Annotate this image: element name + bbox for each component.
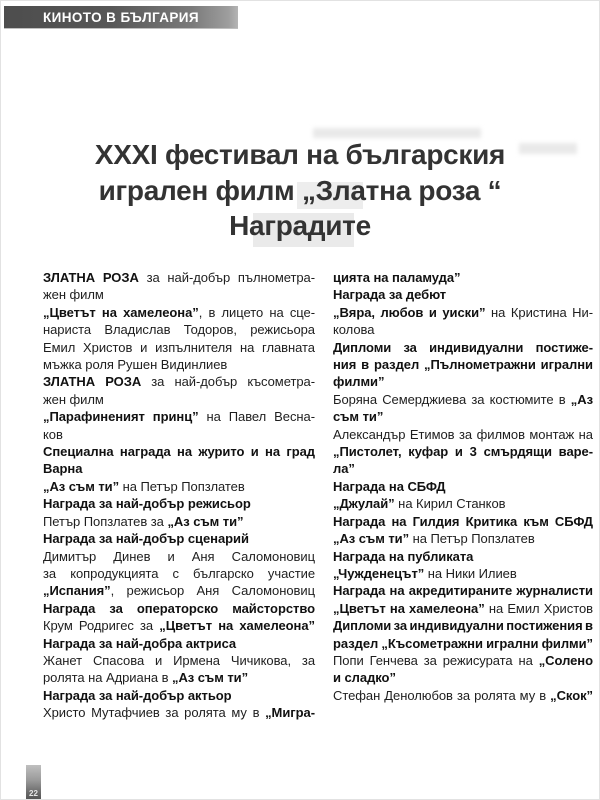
bold-text-segment: съм ти” xyxy=(333,409,384,425)
text-segment: Попи Генчева за режисурата на xyxy=(333,652,539,668)
text-segment: жен филм xyxy=(43,287,104,303)
text-line xyxy=(333,669,593,686)
text-line xyxy=(333,617,593,634)
text-segment: , в лицето на сце- xyxy=(198,304,315,320)
text-line xyxy=(333,565,593,582)
text-segment: Крум Родригес за xyxy=(43,618,160,634)
text-line xyxy=(43,356,315,373)
text-line xyxy=(43,548,315,565)
bold-text-segment: „Джулай” xyxy=(333,496,395,512)
bold-text-segment: Награда за операторско майсторство xyxy=(43,600,315,616)
text-line xyxy=(43,600,315,617)
text-line xyxy=(333,373,593,390)
bold-text-segment: „Цветът на хамелеона” xyxy=(159,618,315,634)
bold-text-segment: „Аз съм ти” xyxy=(43,478,120,494)
text-line xyxy=(333,391,593,408)
text-line xyxy=(333,582,593,599)
text-line xyxy=(333,339,593,356)
bold-text-segment: Дипломи за индивидуални постижения в xyxy=(333,618,593,634)
text-line xyxy=(43,513,315,530)
bold-text-segment: „Мигра- xyxy=(265,705,315,721)
text-line xyxy=(333,460,593,477)
text-segment: на Кирил Станков xyxy=(394,496,506,512)
text-line xyxy=(333,495,593,512)
bold-text-segment: ЗЛАТНА РОЗА xyxy=(43,270,139,285)
text-segment: нариста Владислав Тодоров, режисьора xyxy=(43,322,315,338)
text-segment: , режисьор Аня Саломоновиц xyxy=(110,583,315,599)
bold-text-segment: цията на паламуда” xyxy=(333,270,461,285)
text-line xyxy=(43,669,315,686)
text-line xyxy=(43,652,315,669)
text-line xyxy=(333,408,593,425)
text-segment: на Петър Попзлатев xyxy=(119,478,245,494)
text-segment: Александър Етимов за филмов монтаж на xyxy=(333,426,593,442)
awards-column-right xyxy=(333,269,593,704)
text-segment: Димитър Динев и Аня Саломоновиц xyxy=(43,548,315,564)
bold-text-segment: Награда за дебют xyxy=(333,287,447,303)
text-segment: Емил Христов и изпълнителя на главната xyxy=(43,339,315,355)
text-line xyxy=(333,269,593,286)
text-line xyxy=(333,600,593,617)
text-line xyxy=(43,443,315,460)
text-line xyxy=(43,391,315,408)
bold-text-segment: „Чужденецът” xyxy=(333,565,425,581)
text-segment: за копродукцията с българско участие xyxy=(43,565,315,581)
text-line xyxy=(333,286,593,303)
text-segment: Петър Попзлатев за xyxy=(43,513,168,529)
article-title-line2: игрален филм „Златна роза “ xyxy=(98,174,502,206)
section-header-label: КИНОТО В БЪЛГАРИЯ xyxy=(42,9,200,25)
article-title-line1: XXXI фестивал на българския xyxy=(94,139,506,170)
bold-text-segment: ла” xyxy=(333,461,355,477)
text-segment: ков xyxy=(43,426,63,442)
text-line xyxy=(333,513,593,530)
text-line xyxy=(43,460,315,477)
bold-text-segment: Награда на СБФД xyxy=(333,478,446,494)
text-line xyxy=(333,548,593,565)
text-segment: за най-добър късометра- xyxy=(141,374,315,390)
bold-text-segment: Награда за най-добър сценарий xyxy=(43,531,249,547)
text-line xyxy=(333,426,593,443)
text-line xyxy=(43,495,315,512)
bold-text-segment: „Скок” xyxy=(550,687,593,703)
text-line xyxy=(43,269,315,286)
text-segment: Боряна Семерджиева за костюмите в xyxy=(333,391,571,407)
text-segment: Христо Мутафчиев за ролята му в xyxy=(43,705,266,721)
awards-column-left xyxy=(43,269,315,722)
text-segment: на Кристина Ни- xyxy=(485,304,593,320)
text-line xyxy=(43,704,315,721)
page-number: 22 xyxy=(29,789,38,798)
bold-text-segment: ЗЛАТНА РОЗА xyxy=(43,374,142,390)
text-line xyxy=(333,687,593,704)
bold-text-segment: „Аз съм ти” xyxy=(172,670,249,686)
text-line xyxy=(43,635,315,652)
bold-text-segment: Специална награда на журито и на град xyxy=(43,444,315,460)
text-segment: жен филм xyxy=(43,391,104,407)
text-line xyxy=(43,478,315,495)
text-line xyxy=(43,304,315,321)
article-title-line3: Наградите xyxy=(229,210,371,241)
text-segment: Стефан Денолюбов за ролята му в xyxy=(333,687,551,703)
bold-text-segment: „Цветът на хамелеона” xyxy=(333,600,485,616)
bold-text-segment: „Пистолет, куфар и 3 смърдящи варе- xyxy=(333,444,593,460)
page-number-tab xyxy=(26,765,41,799)
bold-text-segment: „Аз xyxy=(570,391,593,407)
text-line xyxy=(43,617,315,634)
bold-text-segment: Награда на акредитираните журналисти xyxy=(333,583,593,599)
text-line xyxy=(43,286,315,303)
bold-text-segment: раздел „Късометражни игрални филми” xyxy=(333,635,593,651)
bold-text-segment: ния в раздел „Пълнометражни игрални xyxy=(333,357,593,373)
text-line xyxy=(43,321,315,338)
text-line xyxy=(333,635,593,652)
text-line xyxy=(333,478,593,495)
bold-text-segment: Награда на публиката xyxy=(333,548,474,564)
bold-text-segment: Награда на Гилдия Критика към СБФД xyxy=(333,513,593,529)
bold-text-segment: „Аз съм ти” xyxy=(333,531,410,547)
text-line xyxy=(43,565,315,582)
bold-text-segment: Награда за най-добър актьор xyxy=(43,687,232,703)
text-segment: за най-добър пълнометра- xyxy=(138,270,315,285)
text-line xyxy=(43,582,315,599)
text-segment: мъжка роля Рушен Видинлиев xyxy=(43,357,228,373)
text-line xyxy=(333,443,593,460)
bold-text-segment: филми” xyxy=(333,374,385,390)
bold-text-segment: и сладко” xyxy=(333,670,396,686)
bold-text-segment: Награда за най-добър режисьор xyxy=(43,496,251,512)
bold-text-segment: „Испания” xyxy=(43,583,111,599)
bold-text-segment: Награда за най-добра актриса xyxy=(43,635,237,651)
text-segment: на Петър Попзлатев xyxy=(409,531,535,547)
bold-text-segment: „Парафиненият принц” xyxy=(43,409,199,425)
bold-text-segment: „Цветът на хамелеона” xyxy=(43,304,199,320)
text-line xyxy=(43,530,315,547)
text-segment: на Павел Весна- xyxy=(198,409,315,425)
text-segment: на Емил Христов xyxy=(484,600,593,616)
text-line xyxy=(43,339,315,356)
text-line xyxy=(333,321,593,338)
bold-text-segment: „Солено xyxy=(538,652,593,668)
article-title xyxy=(1,137,599,244)
bold-text-segment: „Аз съм ти” xyxy=(167,513,244,529)
bold-text-segment: Варна xyxy=(43,461,83,477)
text-line xyxy=(333,304,593,321)
text-line xyxy=(43,373,315,390)
text-line xyxy=(43,687,315,704)
text-line xyxy=(333,356,593,373)
section-header-bar xyxy=(4,6,238,28)
bold-text-segment: „Вяра, любов и уиски” xyxy=(333,304,486,320)
text-line xyxy=(43,408,315,425)
text-line xyxy=(333,530,593,547)
text-line xyxy=(333,652,593,669)
text-segment: колова xyxy=(333,322,375,338)
text-segment: на Ники Илиев xyxy=(424,565,517,581)
text-segment: ролята на Адриана в xyxy=(43,670,172,686)
text-line xyxy=(43,426,315,443)
text-segment: Жанет Спасова и Ирмена Чичикова, за xyxy=(43,652,315,668)
bold-text-segment: Дипломи за индивидуални постиже- xyxy=(333,339,593,355)
